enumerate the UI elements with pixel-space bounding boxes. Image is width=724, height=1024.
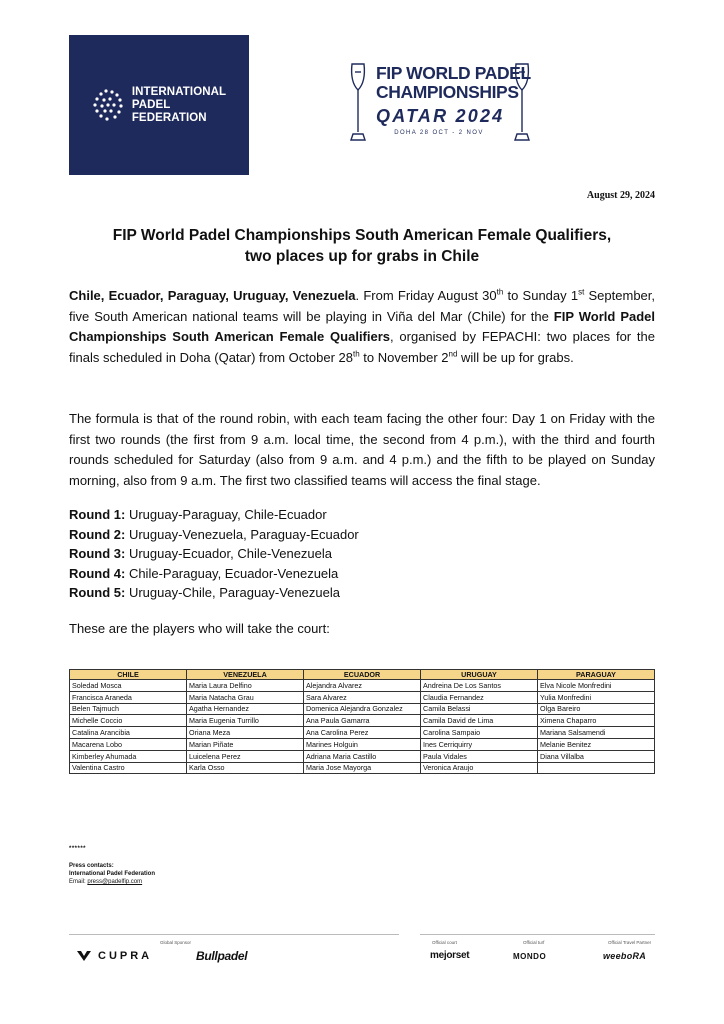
player-cell: Marines Holguin bbox=[304, 738, 421, 750]
trophy-left-icon bbox=[348, 60, 374, 146]
ordinal: st bbox=[578, 287, 585, 297]
sponsor-label: Official court bbox=[432, 940, 457, 945]
column-header: PARAGUAY bbox=[538, 670, 655, 680]
column-header: CHILE bbox=[70, 670, 187, 680]
fip-line: INTERNATIONAL bbox=[131, 85, 227, 98]
bullpadel-logo: Bullpadel bbox=[196, 949, 248, 963]
player-cell: Agatha Hernandez bbox=[187, 703, 304, 715]
player-cell: Francisca Araneda bbox=[70, 691, 187, 703]
email-label: Email: bbox=[69, 879, 88, 885]
player-cell: Veronica Araujo bbox=[421, 762, 538, 774]
rounds-list bbox=[69, 505, 359, 603]
player-cell: Kimberley Ahumada bbox=[70, 750, 187, 762]
round-label: Round 2: bbox=[69, 526, 126, 542]
mondo-logo: MONDO bbox=[513, 952, 547, 961]
players-table bbox=[69, 669, 655, 774]
round-label: Round 4: bbox=[69, 565, 126, 581]
table-row bbox=[70, 715, 655, 727]
ordinal: nd bbox=[448, 349, 458, 359]
cupra-logo bbox=[76, 950, 152, 962]
table-row bbox=[70, 738, 655, 750]
table-row bbox=[70, 727, 655, 739]
player-cell: Camila David de Lima bbox=[421, 715, 538, 727]
player-cell: Maria Eugenia Turrillo bbox=[187, 715, 304, 727]
sponsor-label: Official Travel Partner bbox=[608, 940, 652, 945]
round-item bbox=[69, 583, 359, 603]
player-cell: Luicelena Perez bbox=[187, 750, 304, 762]
wpc-title-line: CHAMPIONSHIPS bbox=[376, 82, 519, 102]
press-date: August 29, 2024 bbox=[586, 190, 655, 201]
footer-divider bbox=[420, 934, 655, 935]
player-cell: Diana Villalba bbox=[538, 750, 655, 762]
player-cell: Soledad Mosca bbox=[70, 680, 187, 692]
intro-text: to Sunday 1 bbox=[503, 288, 579, 303]
fip-ball-icon bbox=[92, 87, 124, 123]
column-header: URUGUAY bbox=[421, 670, 538, 680]
page-title bbox=[69, 225, 655, 267]
wpc-dates: DOHA 28 OCT - 2 NOV bbox=[394, 130, 484, 136]
contacts-org: International Padel Federation bbox=[69, 871, 156, 877]
player-cell: Claudia Fernandez bbox=[421, 691, 538, 703]
player-cell: Mariana Salsamendi bbox=[538, 727, 655, 739]
intro-text: . From Friday August 30 bbox=[355, 288, 497, 303]
sponsor-label: Global Sponsor bbox=[160, 940, 192, 945]
email-link[interactable]: press@padelfip.com bbox=[87, 879, 143, 885]
player-cell: Melanie Benitez bbox=[538, 738, 655, 750]
footer-divider bbox=[69, 934, 399, 935]
weebora-logo: weeboRA bbox=[603, 951, 647, 961]
intro-text: to November 2 bbox=[359, 349, 449, 365]
fip-line: FEDERATION bbox=[131, 111, 207, 124]
player-cell bbox=[538, 762, 655, 774]
contacts-heading: Press contacts: bbox=[69, 863, 114, 869]
wpc-subtitle: QATAR 2024 bbox=[376, 106, 505, 126]
player-cell: Paula Vidales bbox=[421, 750, 538, 762]
round-item bbox=[69, 544, 359, 564]
player-cell: Sara Alvarez bbox=[304, 691, 421, 703]
player-cell: Olga Bareiro bbox=[538, 703, 655, 715]
player-cell: Ines Cerriquirry bbox=[421, 738, 538, 750]
round-matches: Uruguay-Paraguay, Chile-Ecuador bbox=[125, 507, 327, 522]
countries-text: Chile, Ecuador, Paraguay, Uruguay, Venezuela bbox=[69, 288, 356, 303]
players-table-body bbox=[70, 680, 655, 774]
mejorset-logo: mejorset bbox=[430, 950, 470, 961]
players-intro: These are the players who will take the court: bbox=[69, 621, 330, 636]
column-header: VENEZUELA bbox=[187, 670, 304, 680]
title-line: FIP World Padel Championships South American Female Qualifiers, bbox=[112, 227, 612, 244]
round-matches: Uruguay-Chile, Paraguay-Venezuela bbox=[125, 585, 340, 601]
contacts-email-line bbox=[69, 878, 155, 886]
intro-text: will be up for grabs. bbox=[457, 349, 574, 365]
player-cell: Ana Paula Gamarra bbox=[304, 715, 421, 727]
table-row bbox=[70, 762, 655, 774]
table-row bbox=[70, 750, 655, 762]
cupra-wordmark: CUPRA bbox=[98, 950, 153, 962]
player-cell: Ana Carolina Perez bbox=[304, 727, 421, 739]
round-matches: Uruguay-Venezuela, Paraguay-Ecuador bbox=[125, 526, 359, 542]
fip-logo-block bbox=[69, 35, 249, 175]
column-header: ECUADOR bbox=[304, 670, 421, 680]
title-line: two places up for grabs in Chile bbox=[244, 248, 480, 265]
round-item bbox=[69, 525, 359, 545]
table-header-row bbox=[70, 670, 655, 680]
player-cell: Maria Natacha Grau bbox=[187, 691, 304, 703]
fip-wordmark bbox=[132, 86, 226, 125]
player-cell: Andreina De Los Santos bbox=[421, 680, 538, 692]
player-cell: Belen Tajmuch bbox=[70, 703, 187, 715]
player-cell: Maria Jose Mayorga bbox=[304, 762, 421, 774]
wpc-title bbox=[376, 63, 531, 102]
round-label: Round 3: bbox=[69, 546, 126, 562]
player-cell: Yulia Monfredini bbox=[538, 691, 655, 703]
player-cell: Valentina Castro bbox=[70, 762, 187, 774]
table-row bbox=[70, 703, 655, 715]
intro-paragraph bbox=[69, 286, 655, 368]
table-row bbox=[70, 691, 655, 703]
formula-paragraph: The formula is that of the round robin, with each team facing the other four: Day 1 on Friday with the first two rounds (the first from 9 a.m. local time, the second from 4 p.m.), with the third and fourth rounds scheduled for Saturday (also from 9 a.m. and 4 p.m.) and the fifth to be played on Sunday morning, also from 9 a.m. The first two classified teams will access the final stage. bbox=[69, 411, 655, 488]
wpc-logo bbox=[348, 60, 530, 146]
player-cell: Catalina Arancibia bbox=[70, 727, 187, 739]
ordinal: th bbox=[352, 349, 360, 359]
player-cell: Domenica Alejandra Gonzalez bbox=[304, 703, 421, 715]
round-item bbox=[69, 564, 359, 584]
wpc-title-line: FIP WORLD PADEL bbox=[376, 63, 531, 83]
player-cell: Camila Belassi bbox=[421, 703, 538, 715]
table-row bbox=[70, 680, 655, 692]
player-cell: Alejandra Alvarez bbox=[304, 680, 421, 692]
fip-logo bbox=[92, 86, 226, 125]
player-cell: Ximena Chaparro bbox=[538, 715, 655, 727]
player-cell: Adriana Maria Castillo bbox=[304, 750, 421, 762]
player-cell: Oriana Meza bbox=[187, 727, 304, 739]
player-cell: Elva Nicole Monfredini bbox=[538, 680, 655, 692]
player-cell: Carolina Sampaio bbox=[421, 727, 538, 739]
player-cell: Karla Osso bbox=[187, 762, 304, 774]
round-label: Round 5: bbox=[69, 585, 126, 601]
round-item bbox=[69, 505, 359, 525]
intro-text: September, five South American national teams will be playing in Viña del Mar (Chile) for the bbox=[69, 288, 655, 324]
fip-line: PADEL bbox=[131, 98, 171, 111]
round-matches: Chile-Paraguay, Ecuador-Venezuela bbox=[125, 565, 339, 581]
sponsor-label: Official turf bbox=[523, 940, 545, 945]
intro-text: , organised by FEPACHI: two places for the finals scheduled in Doha (Qatar) from October 28 bbox=[69, 329, 655, 365]
cupra-emblem-icon bbox=[76, 950, 92, 962]
round-label: Round 1: bbox=[69, 507, 126, 522]
separator-stars: ****** bbox=[69, 846, 87, 852]
player-cell: Maria Laura Delfino bbox=[187, 680, 304, 692]
press-contacts bbox=[69, 862, 155, 886]
round-matches: Uruguay-Ecuador, Chile-Venezuela bbox=[125, 546, 333, 562]
player-cell: Michelle Coccio bbox=[70, 715, 187, 727]
event-name: FIP World Padel Championships South American Female Qualifiers bbox=[69, 308, 656, 344]
ordinal: th bbox=[496, 287, 504, 297]
player-cell: Marian Piñate bbox=[187, 738, 304, 750]
player-cell: Macarena Lobo bbox=[70, 738, 187, 750]
